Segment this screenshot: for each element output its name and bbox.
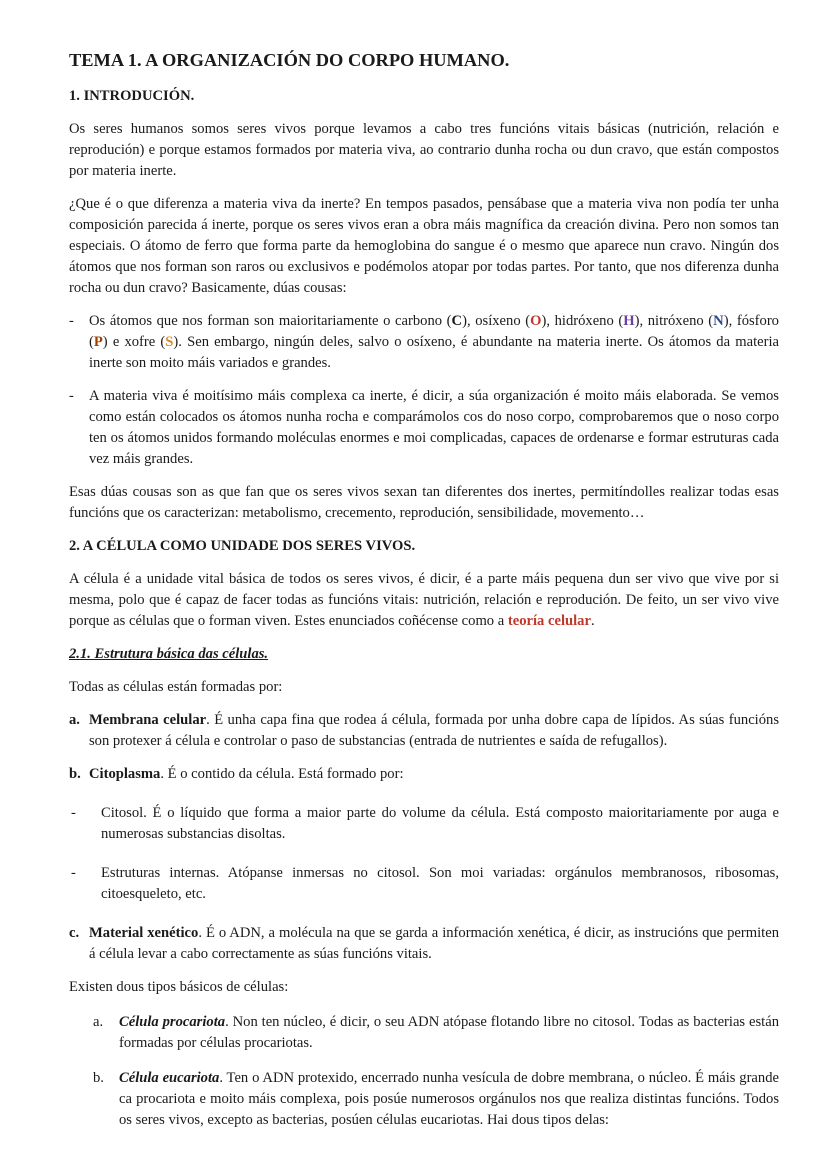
list-item-text: Citosol. É o líquido que forma a maior parte do volume da célula. Está composto maioritariamente por auga e numerosas substancias disoltas. xyxy=(101,805,779,842)
document-page xyxy=(69,48,779,1143)
section-heading-cell: 2. A CÉLULA COMO UNIDADE DOS SERES VIVOS. xyxy=(69,538,416,554)
dash-marker: - xyxy=(69,313,74,329)
element-sulfur: S xyxy=(165,334,174,350)
term: Célula procariota xyxy=(119,1014,226,1030)
list-marker: a. xyxy=(93,1014,104,1030)
list-item-text: Estruturas internas. Atópanse inmersas no citosol. Son moi variadas: orgánulos membranosos, ribosomas, citoesqueleto, etc. xyxy=(101,865,779,902)
list-item-text: Os átomos que nos forman son maioritariamente o carbono (C), osíxeno (O), hidróxeno (H), nitróxeno (N), fósforo (P) e xofre (S). Sen embargo, ningún deles, salvo o osíxeno, é abundante na materia inerte. Os átomos da materia inerte son moito máis variados e grandes. xyxy=(89,313,779,371)
paragraph: A célula é a unidade vital básica de todos os seres vivos, é dicir, é a parte máis pequena dun ser vivo que vive por si mesma, polo que é capaz de facer todas as funcións vitais: nutrición, relación e reprodución. De feito, un ser vivo vive porque as células que o forman viven. Estes enunciados coñécense como a teoría celular. xyxy=(69,571,779,629)
highlighted-term: teoría celular xyxy=(507,613,591,629)
element-hydrogen: H xyxy=(623,313,635,329)
list-marker: a. xyxy=(69,712,80,728)
list-item-text: A materia viva é moitísimo máis complexa ca inerte, é dicir, a súa organización é moito máis elaborada. Se vemos como están colocados os átomos nunha rocha e comparámolos cos do noso corpo, comprobaremos que o noso corpo ten os átomos unidos formando moléculas enormes e moi complicadas, capaces de ordenarse e formar estruturas cada vez máis grandes. xyxy=(89,388,779,467)
term: Citoplasma xyxy=(89,766,161,782)
element-phosphorus: P xyxy=(93,334,103,350)
list-item xyxy=(69,803,779,845)
list-item: a. Membrana celular. É unha capa fina que rodea á célula, formada por unha dobre capa de lípidos. As súas funcións son protexer á célula e controlar o paso de substancias (entrada de nutrientes e saída de refugallos). xyxy=(69,710,779,752)
list-item: c. Material xenético. É o ADN, a molécula na que se garda a información xenética, é dicir, as instrucións que permiten á célula levar a cabo correctamente as súas funcións vitais. xyxy=(69,923,779,965)
paragraph: Os seres humanos somos seres vivos porque levamos a cabo tres funcións vitais básicas (nutrición, relación e reprodución) e porque estamos formados por materia viva, ao contrario dunha rocha ou dun cravo, que están compostos por materia inerte. xyxy=(69,121,779,179)
paragraph: Todas as células están formadas por: xyxy=(69,679,283,695)
document-title: TEMA 1. A ORGANIZACIÓN DO CORPO HUMANO. xyxy=(69,50,510,70)
element-carbon: C xyxy=(451,313,463,329)
list-item xyxy=(69,863,779,905)
paragraph: Existen dous tipos básicos de células: xyxy=(69,979,289,995)
list-item: b. Célula eucariota. Ten o ADN protexido, encerrado nunha vesícula de dobre membrana, o núcleo. É máis grande ca procariota e moito máis complexa, pois posúe numerosos orgánulos nos que realiza distintas funcións. Todos os seres vivos, excepto as bacterias, posúen células eucariotas. Hai dous tipos delas: xyxy=(93,1068,779,1131)
section-heading-introduction: 1. INTRODUCIÓN. xyxy=(69,88,195,104)
dash-marker: - xyxy=(71,865,76,881)
term: Membrana celular xyxy=(89,712,207,728)
list-marker: b. xyxy=(93,1070,104,1086)
term: Material xenético xyxy=(89,925,199,941)
element-nitrogen: N xyxy=(713,313,724,329)
list-marker: b. xyxy=(69,766,81,782)
paragraph: ¿Que é o que diferenza a materia viva da inerte? En tempos pasados, pensábase que a materia viva non podía ter unha composición parecida á inerte, porque os seres vivos eran a obra máis magnífica da creación divina. Pero non somos tan especiais. O átomo de ferro que forma parte da hemoglobina do sangue é o mesmo que aparece nun cravo. Ningún dos átomos que nos forman son raros ou exclusivos e podémolos atopar por todas partes. Por tanto, que nos diferenza dunha rocha ou dun cravo? Basicamente, dúas cousas: xyxy=(69,196,779,296)
list-item: b. Citoplasma. É o contido da célula. Está formado por: xyxy=(69,764,779,785)
dash-marker: - xyxy=(71,805,76,821)
dash-marker: - xyxy=(69,388,74,404)
element-oxygen: O xyxy=(530,313,542,329)
list-item xyxy=(69,311,779,374)
term: Célula eucariota xyxy=(119,1070,220,1086)
paragraph: Esas dúas cousas son as que fan que os seres vivos sexan tan diferentes dos inertes, permitíndolles realizar todas esas funcións que os caracterizan: metabolismo, crecemento, reprodución, sensibilidade, movemento… xyxy=(69,484,779,521)
list-item: a. Célula procariota. Non ten núcleo, é dicir, o seu ADN atópase flotando libre no citosol. Todas as bacterias están formadas por células procariotas. xyxy=(93,1012,779,1054)
list-marker: c. xyxy=(69,925,80,941)
subsection-heading: 2.1. Estrutura básica das células. xyxy=(69,646,269,662)
list-item xyxy=(69,386,779,470)
